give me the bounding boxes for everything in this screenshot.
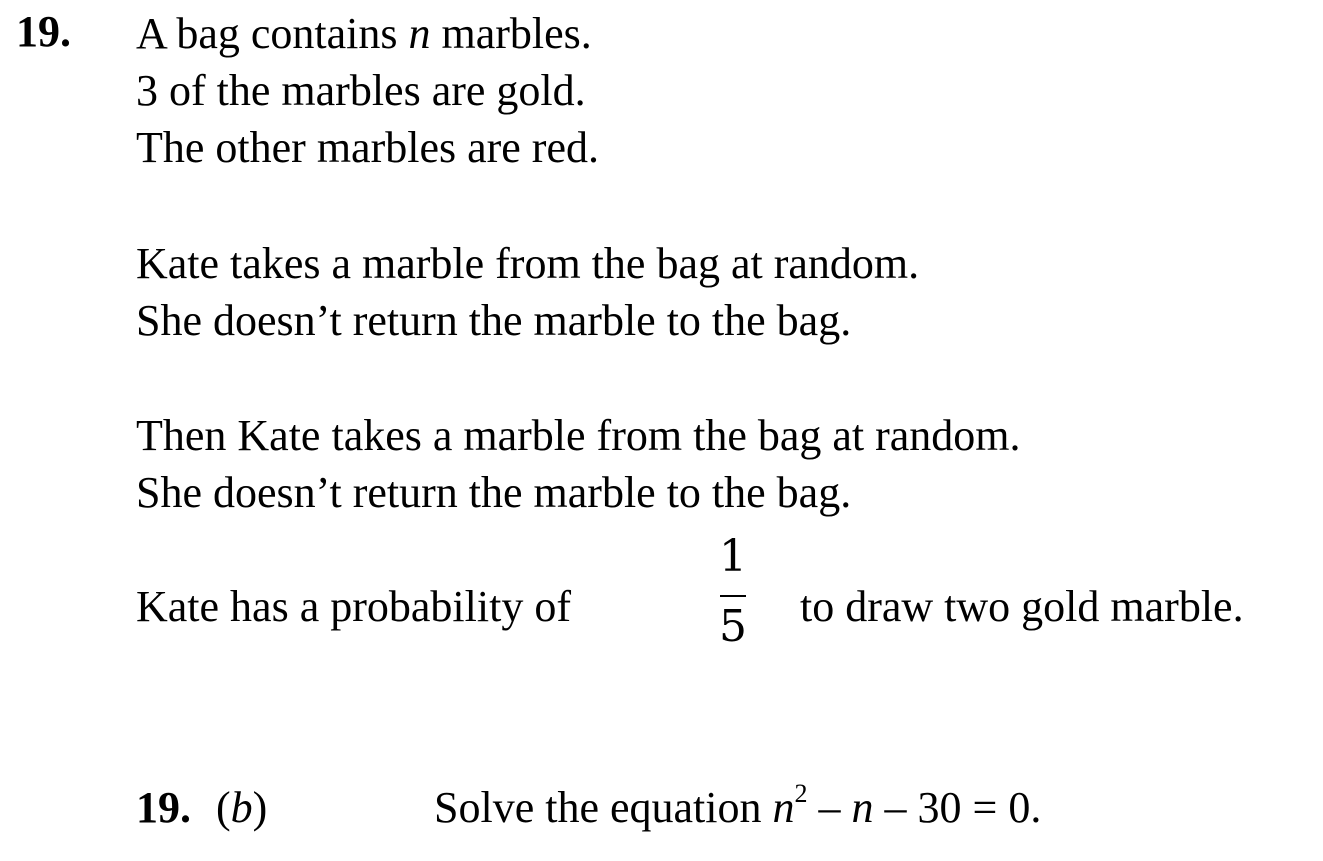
part-letter-close: ) bbox=[252, 783, 268, 832]
line-1-after: marbles. bbox=[430, 9, 592, 58]
part-number: 19. bbox=[136, 783, 191, 832]
part-letter bbox=[216, 783, 268, 832]
line-1-before: A bag contains bbox=[136, 9, 409, 58]
variable-n: n bbox=[408, 9, 431, 58]
equation-var-n-2: n bbox=[851, 783, 874, 832]
equation-exponent: 2 bbox=[794, 779, 808, 808]
question-line-6: Then Kate takes a marble from the bag at random. bbox=[136, 411, 1021, 460]
probability-text: Kate has a probability of bbox=[136, 582, 571, 631]
probability-tail-text: to draw two gold marble. bbox=[800, 582, 1244, 631]
equation-rest: – 30 = 0. bbox=[873, 783, 1042, 832]
fraction-numerator: 1 bbox=[719, 531, 747, 582]
equation-minus: – bbox=[807, 783, 852, 832]
question-line-7: She doesn’t return the marble to the bag. bbox=[136, 468, 852, 517]
probability-fraction bbox=[708, 531, 758, 655]
equation bbox=[434, 779, 1042, 832]
fraction-bar bbox=[720, 595, 746, 597]
question-line-1 bbox=[136, 9, 592, 58]
question-line-4: Kate takes a marble from the bag at random. bbox=[136, 239, 920, 288]
fraction-denominator: 5 bbox=[719, 601, 747, 652]
equation-var-n: n bbox=[772, 783, 795, 832]
question-number: 19. bbox=[16, 7, 71, 56]
question-line-5: She doesn’t return the marble to the bag. bbox=[136, 296, 852, 345]
part-letter-b: b bbox=[230, 783, 253, 832]
question-line-2: 3 of the marbles are gold. bbox=[136, 66, 586, 115]
question-line-3: The other marbles are red. bbox=[136, 123, 599, 172]
part-letter-open: ( bbox=[216, 783, 231, 832]
equation-prefix: Solve the equation bbox=[434, 783, 773, 832]
